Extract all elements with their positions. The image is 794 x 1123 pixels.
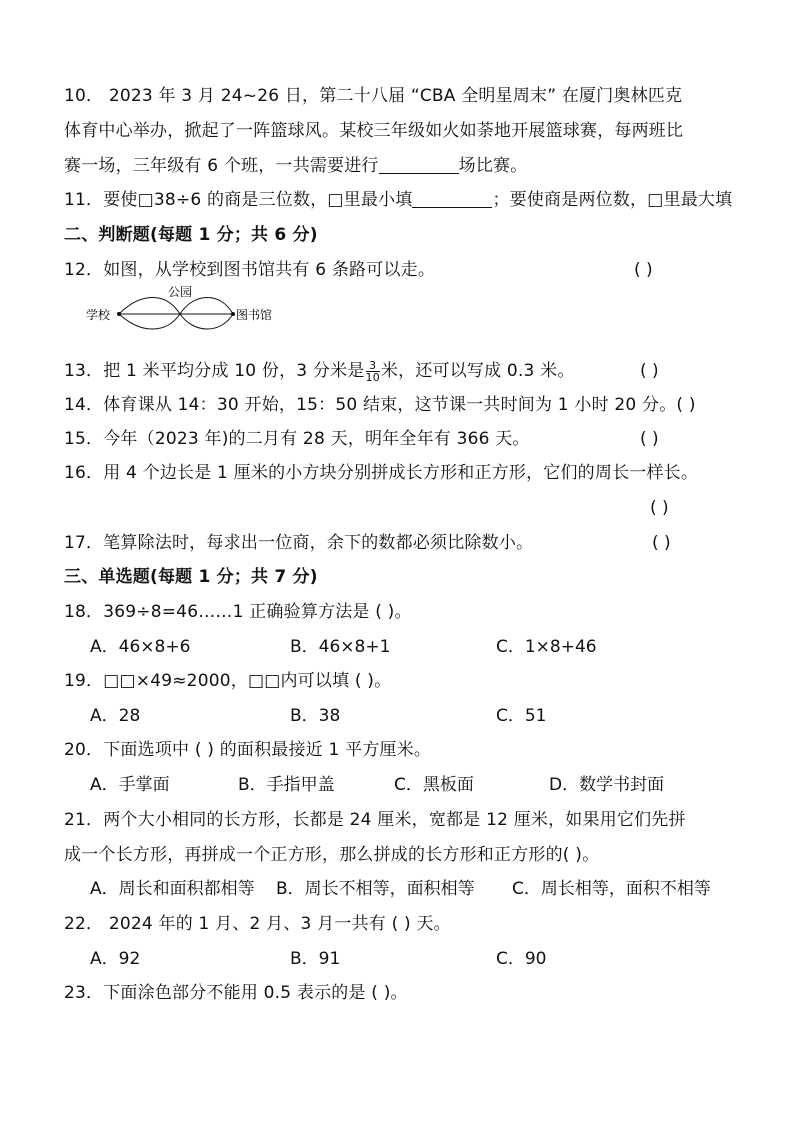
- q22-option-a[interactable]: A．92: [90, 949, 141, 969]
- q11-text-a: 11．要使□38÷6 的商是三位数，□里最小填: [64, 190, 413, 210]
- library-dot: [231, 312, 235, 316]
- q21-option-b[interactable]: B．周长不相等，面积相等: [276, 879, 475, 899]
- q23-text: 23．下面涂色部分不能用 0.5 表示的是 ( )。: [64, 983, 408, 1003]
- q12-text: 12．如图，从学校到图书馆共有 6 条路可以走。: [64, 260, 436, 280]
- q21-option-c[interactable]: C．周长相等，面积不相等: [512, 879, 711, 899]
- q20-option-b[interactable]: B．手指甲盖: [238, 775, 335, 795]
- q10-line3-tail: 场比赛。: [458, 156, 528, 176]
- route-diagram: [86, 282, 286, 332]
- q15-text: 15．今年（2023 年)的二月有 28 天，明年全年有 366 天。: [64, 429, 530, 449]
- q12-answer-paren[interactable]: ( ): [634, 260, 653, 280]
- q22-option-b[interactable]: B．91: [290, 949, 341, 969]
- fraction-denominator: 10: [365, 370, 380, 384]
- q19-option-b[interactable]: B．38: [290, 706, 341, 726]
- q11-line: [64, 188, 732, 212]
- q15-answer-paren[interactable]: ( ): [640, 429, 659, 449]
- q16-text: 16．用 4 个边长是 1 厘米的小方块分别拼成长方形和正方形，它们的周长一样长。: [64, 463, 699, 483]
- q22-option-c[interactable]: C．90: [496, 949, 547, 969]
- section-choice-title: 三、单选题(每题 1 分；共 7 分): [64, 567, 318, 587]
- q17-text: 17．笔算除法时，每求出一位商，余下的数都必须比除数小。: [64, 533, 534, 553]
- q16-answer-paren[interactable]: ( ): [650, 498, 669, 518]
- q10-line3: [64, 154, 527, 178]
- q18-option-b[interactable]: B．46×8+1: [290, 637, 391, 657]
- q20-option-d[interactable]: D．数学书封面: [549, 775, 665, 795]
- q18-option-a[interactable]: A．46×8+6: [90, 637, 191, 657]
- q20-option-a[interactable]: A．手掌面: [90, 775, 170, 795]
- q11-text-b: ；要使商是两位数，□里最大填: [492, 190, 733, 210]
- section-judgement-title: 二、判断题(每题 1 分；共 6 分): [64, 225, 318, 245]
- q10-line2: 体育中心举办，掀起了一阵篮球风。某校三年级如火如荼地开展篮球赛，每两班比: [64, 121, 684, 141]
- fraction-numerator: 3: [366, 360, 380, 372]
- q20-text: 20．下面选项中 ( ) 的面积最接近 1 平方厘米。: [64, 740, 432, 760]
- fraction-3-10: [366, 360, 380, 383]
- q13-answer-paren[interactable]: ( ): [640, 361, 659, 381]
- q19-text: 19．□□×49≈2000，□□内可以填 ( )。: [64, 671, 392, 691]
- library-label: 图书馆: [236, 308, 273, 322]
- right-upper-road: [180, 298, 233, 315]
- q13-text-b: 米，还可以写成 0.3 米。: [380, 361, 575, 381]
- q18-text: 18．369÷8=46……1 正确验算方法是 ( )。: [64, 602, 412, 622]
- q10-line1: 10． 2023 年 3 月 24~26 日，第二十八届 “CBA 全明星周末” 在厦门奥林匹克: [64, 86, 683, 106]
- right-lower-road: [180, 314, 233, 329]
- left-upper-road: [119, 298, 180, 315]
- q21-line2: 成一个长方形，再拼成一个正方形，那么拼成的长方形和正方形的( )。: [64, 845, 600, 865]
- q21-option-a[interactable]: A．周长和面积都相等: [90, 879, 255, 899]
- park-label: 公园: [168, 285, 193, 299]
- q18-option-c[interactable]: C．1×8+46: [496, 637, 597, 657]
- q13-line: [64, 359, 575, 383]
- q10-answer-blank[interactable]: [379, 155, 459, 174]
- q11-answer-blank[interactable]: [412, 189, 492, 208]
- q14-text: 14．体育课从 14：30 开始，15：50 结束，这节课一共时间为 1 小时 20 分。( ): [64, 395, 696, 415]
- q19-option-c[interactable]: C．51: [496, 706, 547, 726]
- q22-text: 22． 2024 年的 1 月、2 月、3 月一共有 ( ) 天。: [64, 914, 451, 934]
- q20-option-c[interactable]: C．黑板面: [394, 775, 474, 795]
- q21-line1: 21．两个大小相同的长方形，长都是 24 厘米，宽都是 12 厘米，如果用它们先拼: [64, 810, 686, 830]
- q19-option-a[interactable]: A．28: [90, 706, 141, 726]
- left-lower-road: [119, 314, 180, 329]
- q17-answer-paren[interactable]: ( ): [652, 533, 671, 553]
- q10-line3-text: 赛一场，三年级有 6 个班，一共需要进行: [64, 156, 379, 176]
- school-label: 学校: [86, 308, 111, 322]
- q13-text-a: 13．把 1 米平均分成 10 份，3 分米是: [64, 361, 365, 381]
